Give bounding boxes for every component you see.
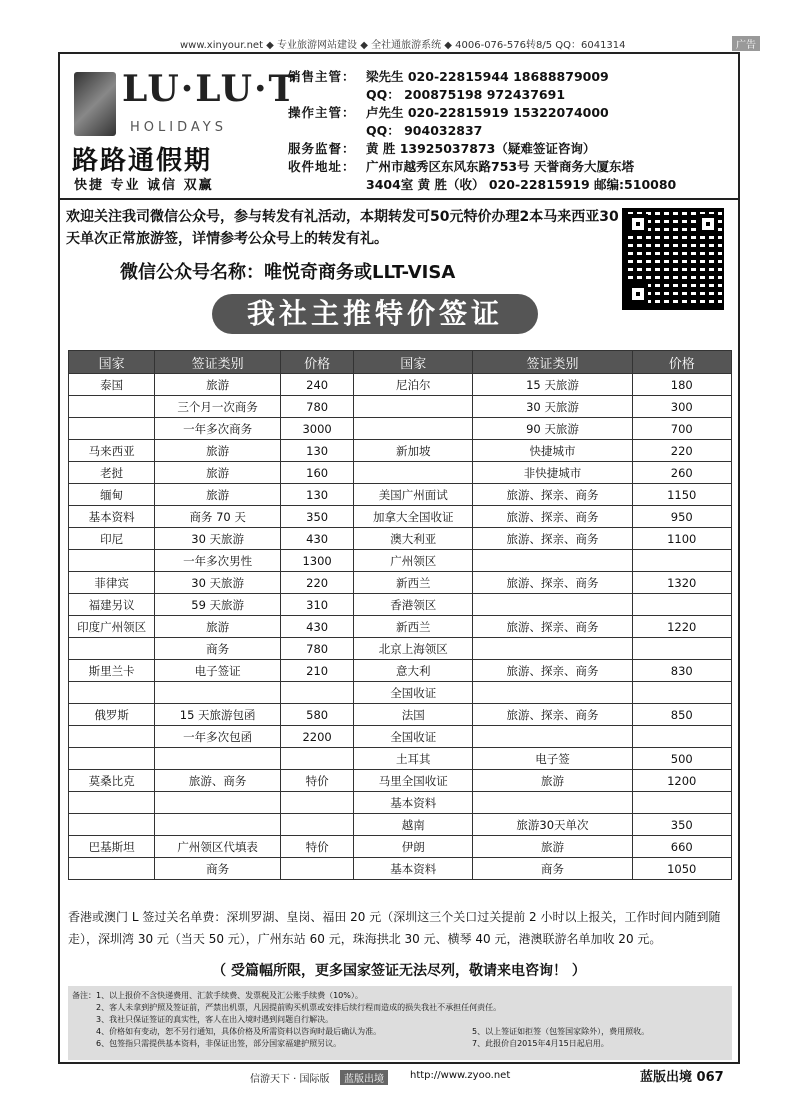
table-row	[69, 748, 732, 770]
table-row	[69, 682, 732, 704]
logo-sub: HOLIDAYS	[130, 120, 227, 135]
footer	[0, 1066, 800, 1086]
table-cell: 旅游、探亲、商务	[473, 528, 632, 550]
table-cell: 三个月一次商务	[155, 396, 281, 418]
contact-row	[288, 176, 676, 194]
contact-row	[288, 86, 676, 104]
table-header-cell: 价格	[281, 351, 354, 374]
header	[60, 54, 738, 200]
table-cell: 950	[632, 506, 731, 528]
table-cell: 一年多次商务	[155, 418, 281, 440]
table-cell: 260	[632, 462, 731, 484]
table-row	[69, 484, 732, 506]
promo-section	[60, 200, 738, 340]
table-cell: 全国收证	[354, 726, 473, 748]
table-cell	[473, 792, 632, 814]
table-cell: 北京上海领区	[354, 638, 473, 660]
table-cell: 基本资料	[69, 506, 155, 528]
table-cell: 旅游、探亲、商务	[473, 572, 632, 594]
footer-brand: 信游天下 · 国际版	[250, 1074, 330, 1085]
table-cell: 印度广州领区	[69, 616, 155, 638]
table-cell	[69, 638, 155, 660]
table-cell: 310	[281, 594, 354, 616]
contact-value: QQ： 904032837	[366, 123, 483, 138]
table-cell: 130	[281, 484, 354, 506]
table-cell	[632, 792, 731, 814]
table-cell: 商务	[155, 638, 281, 660]
contact-value: QQ： 200875198 972437691	[366, 87, 566, 102]
table-cell	[155, 814, 281, 836]
qr-code-icon	[622, 208, 724, 310]
table-cell: 700	[632, 418, 731, 440]
remark-5: 5、以上签证如拒签（包签国家除外），费用照收。	[472, 1027, 650, 1036]
table-row	[69, 704, 732, 726]
table-cell	[69, 748, 155, 770]
table-cell: 旅游、探亲、商务	[473, 616, 632, 638]
table-cell: 220	[281, 572, 354, 594]
table-cell: 电子签	[473, 748, 632, 770]
table-cell: 快捷城市	[473, 440, 632, 462]
table-cell: 2200	[281, 726, 354, 748]
table-cell: 430	[281, 616, 354, 638]
table-cell	[473, 682, 632, 704]
top-info-text: www.xinyour.net ◆ 专业旅游网站建设 ◆ 全社通旅游系统 ◆ 4006-076-576转8/5 QQ：6041314	[180, 40, 626, 51]
table-row	[69, 440, 732, 462]
remark-1: 备注：1、以上报价不含快递费用、汇款手续费、发票税及汇公账手续费（10%）。	[72, 991, 363, 1000]
table-header-cell: 签证类别	[155, 351, 281, 374]
contact-label: 销售主管：	[288, 69, 356, 84]
table-cell	[354, 396, 473, 418]
table-cell: 意大利	[354, 660, 473, 682]
table-row	[69, 594, 732, 616]
visa-price-table	[68, 350, 732, 880]
table-cell: 斯里兰卡	[69, 660, 155, 682]
table-cell: 旅游	[473, 836, 632, 858]
table-cell: 旅游	[155, 462, 281, 484]
contact-row	[288, 140, 676, 158]
table-cell: 59 天旅游	[155, 594, 281, 616]
table-cell: 旅游	[473, 770, 632, 792]
table-cell: 俄罗斯	[69, 704, 155, 726]
table-cell: 法国	[354, 704, 473, 726]
remark-4: 4、价格如有变动，恕不另行通知，具体价格及所需资料以咨询时最后确认为准。	[96, 1027, 382, 1036]
contact-block	[288, 68, 676, 194]
table-cell: 220	[632, 440, 731, 462]
footer-section-badge: 蓝版出境	[340, 1070, 388, 1085]
table-cell: 特价	[281, 836, 354, 858]
table-cell	[69, 418, 155, 440]
contact-value: 3404室 黄 胜（收） 020-22815919 邮编:510080	[366, 177, 677, 192]
table-cell: 580	[281, 704, 354, 726]
table-cell: 旅游	[155, 484, 281, 506]
table-cell	[69, 858, 155, 880]
table-cell: 780	[281, 396, 354, 418]
page-number: 蓝版出境 067	[640, 1070, 724, 1085]
table-cell: 香港领区	[354, 594, 473, 616]
table-row	[69, 396, 732, 418]
table-cell	[473, 638, 632, 660]
table-cell: 加拿大全国收证	[354, 506, 473, 528]
contact-row	[288, 104, 676, 122]
table-cell: 830	[632, 660, 731, 682]
table-cell: 350	[632, 814, 731, 836]
table-cell	[69, 396, 155, 418]
table-cell: 780	[281, 638, 354, 660]
contact-value: 黄 胜 13925037873（疑难签证咨询）	[366, 141, 596, 156]
table-cell	[632, 726, 731, 748]
table-cell: 全国收证	[354, 682, 473, 704]
table-cell: 商务 70 天	[155, 506, 281, 528]
remarks-box	[68, 986, 732, 1060]
table-cell	[281, 682, 354, 704]
logo-tagline: 快捷 专业 诚信 双赢	[74, 178, 214, 193]
table-cell	[281, 792, 354, 814]
table-cell: 缅甸	[69, 484, 155, 506]
table-cell	[69, 792, 155, 814]
table-cell: 1220	[632, 616, 731, 638]
table-row	[69, 550, 732, 572]
table-cell: 旅游、探亲、商务	[473, 484, 632, 506]
advert-frame	[58, 52, 740, 1064]
remark-3: 3、我社只保证签证的真实性，客人在出入境时遇到问题自行解决。	[96, 1015, 334, 1024]
table-cell: 30 天旅游	[155, 528, 281, 550]
table-cell: 30 天旅游	[473, 396, 632, 418]
table-cell: 660	[632, 836, 731, 858]
table-cell: 新西兰	[354, 616, 473, 638]
contact-row	[288, 122, 676, 140]
table-cell: 印尼	[69, 528, 155, 550]
table-cell: 马来西亚	[69, 440, 155, 462]
table-cell: 旅游、商务	[155, 770, 281, 792]
table-cell: 广州领区	[354, 550, 473, 572]
table-cell	[69, 814, 155, 836]
logo-s-icon	[74, 72, 116, 136]
table-row	[69, 418, 732, 440]
table-cell: 160	[281, 462, 354, 484]
contact-row	[288, 158, 676, 176]
table-cell: 旅游30天单次	[473, 814, 632, 836]
table-cell	[69, 550, 155, 572]
table-cell: 特价	[281, 770, 354, 792]
table-cell: 90 天旅游	[473, 418, 632, 440]
table-row	[69, 858, 732, 880]
ad-badge: 广告	[732, 36, 760, 51]
table-header-row	[69, 351, 732, 374]
table-cell: 350	[281, 506, 354, 528]
table-cell: 1200	[632, 770, 731, 792]
table-cell	[473, 726, 632, 748]
table-cell	[281, 814, 354, 836]
contact-value: 梁先生 020-22815944 18688879009	[366, 69, 609, 84]
table-row	[69, 836, 732, 858]
table-row	[69, 374, 732, 396]
table-row	[69, 616, 732, 638]
table-cell: 越南	[354, 814, 473, 836]
table-cell	[632, 594, 731, 616]
table-cell: 新加坡	[354, 440, 473, 462]
table-cell	[69, 726, 155, 748]
top-info-bar	[60, 36, 760, 50]
table-cell	[354, 418, 473, 440]
table-cell: 15 天旅游	[473, 374, 632, 396]
logo-main: LU·LU·T	[122, 68, 298, 110]
table-cell	[473, 594, 632, 616]
table-cell: 老挝	[69, 462, 155, 484]
table-cell: 菲律宾	[69, 572, 155, 594]
table-cell: 泰国	[69, 374, 155, 396]
table-row	[69, 814, 732, 836]
table-cell	[632, 682, 731, 704]
table-cell: 1150	[632, 484, 731, 506]
table-cell: 1300	[281, 550, 354, 572]
table-row	[69, 660, 732, 682]
table-cell: 新西兰	[354, 572, 473, 594]
table-cell: 500	[632, 748, 731, 770]
contact-label: 操作主管：	[288, 105, 356, 120]
table-cell: 旅游	[155, 374, 281, 396]
table-cell	[281, 858, 354, 880]
remark-2: 2、客人未拿到护照及签证前，严禁出机票，凡因提前购买机票或安排后续行程而造成的损失我社不承担任何责任。	[96, 1003, 502, 1012]
table-cell: 巴基斯坦	[69, 836, 155, 858]
remark-7: 7、此报价自2015年4月15日起启用。	[472, 1039, 609, 1048]
table-cell: 430	[281, 528, 354, 550]
table-cell: 240	[281, 374, 354, 396]
table-cell: 土耳其	[354, 748, 473, 770]
table-row	[69, 462, 732, 484]
table-cell: 1050	[632, 858, 731, 880]
contact-label: 服务监督：	[288, 141, 356, 156]
table-cell	[69, 682, 155, 704]
table-cell: 15 天旅游包函	[155, 704, 281, 726]
table-cell: 广州领区代填表	[155, 836, 281, 858]
table-cell: 1320	[632, 572, 731, 594]
table-row	[69, 792, 732, 814]
banner-title: 我社主推特价签证	[212, 294, 538, 334]
footer-url[interactable]: http://www.zyoo.net	[410, 1070, 511, 1081]
table-header-cell: 国家	[354, 351, 473, 374]
table-cell: 电子签证	[155, 660, 281, 682]
table-cell	[155, 748, 281, 770]
table-cell: 210	[281, 660, 354, 682]
table-row	[69, 572, 732, 594]
table-cell: 3000	[281, 418, 354, 440]
logo-cn: 路路通假期	[72, 146, 213, 176]
table-header-cell: 价格	[632, 351, 731, 374]
table-cell: 商务	[155, 858, 281, 880]
table-cell	[155, 682, 281, 704]
table-cell: 旅游	[155, 616, 281, 638]
table-cell: 基本资料	[354, 792, 473, 814]
table-row	[69, 770, 732, 792]
remark-6: 6、包签指只需提供基本资料，非保证出签，部分国家福建护照另议。	[96, 1039, 342, 1048]
table-cell: 旅游、探亲、商务	[473, 704, 632, 726]
table-row	[69, 638, 732, 660]
table-cell: 非快捷城市	[473, 462, 632, 484]
table-row	[69, 726, 732, 748]
table-header-cell: 国家	[69, 351, 155, 374]
table-cell	[155, 792, 281, 814]
table-header-cell: 签证类别	[473, 351, 632, 374]
contact-label: 收件地址：	[288, 159, 356, 174]
table-cell	[632, 638, 731, 660]
table-cell	[354, 462, 473, 484]
table-row	[69, 506, 732, 528]
table-cell: 伊朗	[354, 836, 473, 858]
contact-value: 广州市越秀区东风东路753号 天誉商务大厦东塔	[366, 159, 634, 174]
hk-macau-note: 香港或澳门 L 签过关名单费：深圳罗湖、皇岗、福田 20 元（深圳这三个关口过关提前 2 小时以上报关，工作时间内随到随走），深圳湾 30 元（当天 50 元），广州东站 60 元，珠海拱北 30 元、横琴 40 元，港澳联游名单加收 20 元。	[68, 910, 721, 946]
table-cell: 旅游、探亲、商务	[473, 506, 632, 528]
table-cell: 850	[632, 704, 731, 726]
table-cell: 旅游、探亲、商务	[473, 660, 632, 682]
table-cell: 澳大利亚	[354, 528, 473, 550]
table-cell	[281, 748, 354, 770]
table-cell: 180	[632, 374, 731, 396]
table-cell: 福建另议	[69, 594, 155, 616]
table-cell: 基本资料	[354, 858, 473, 880]
table-cell	[632, 550, 731, 572]
table-cell: 美国广州面试	[354, 484, 473, 506]
table-row	[69, 528, 732, 550]
table-cell: 300	[632, 396, 731, 418]
table-cell: 130	[281, 440, 354, 462]
table-cell: 一年多次包函	[155, 726, 281, 748]
table-cell: 莫桑比克	[69, 770, 155, 792]
table-cell: 马里全国收证	[354, 770, 473, 792]
more-countries-note: （ 受篇幅所限，更多国家签证无法尽列，敬请来电咨询！ ）	[212, 963, 586, 979]
wechat-name: 微信公众号名称：唯悦奇商务或LLT-VISA	[120, 262, 456, 283]
contact-row	[288, 68, 676, 86]
promo-text: 欢迎关注我司微信公众号，参与转发有礼活动，本期转发可50元特价办理2本马来西亚30天单次正常旅游签，详情参考公众号上的转发有礼。	[66, 209, 619, 247]
table-cell	[473, 550, 632, 572]
table-cell: 商务	[473, 858, 632, 880]
table-cell: 1100	[632, 528, 731, 550]
table-cell: 一年多次男性	[155, 550, 281, 572]
table-cell: 尼泊尔	[354, 374, 473, 396]
contact-value: 卢先生 020-22815919 15322074000	[366, 105, 609, 120]
table-cell: 30 天旅游	[155, 572, 281, 594]
table-cell: 旅游	[155, 440, 281, 462]
